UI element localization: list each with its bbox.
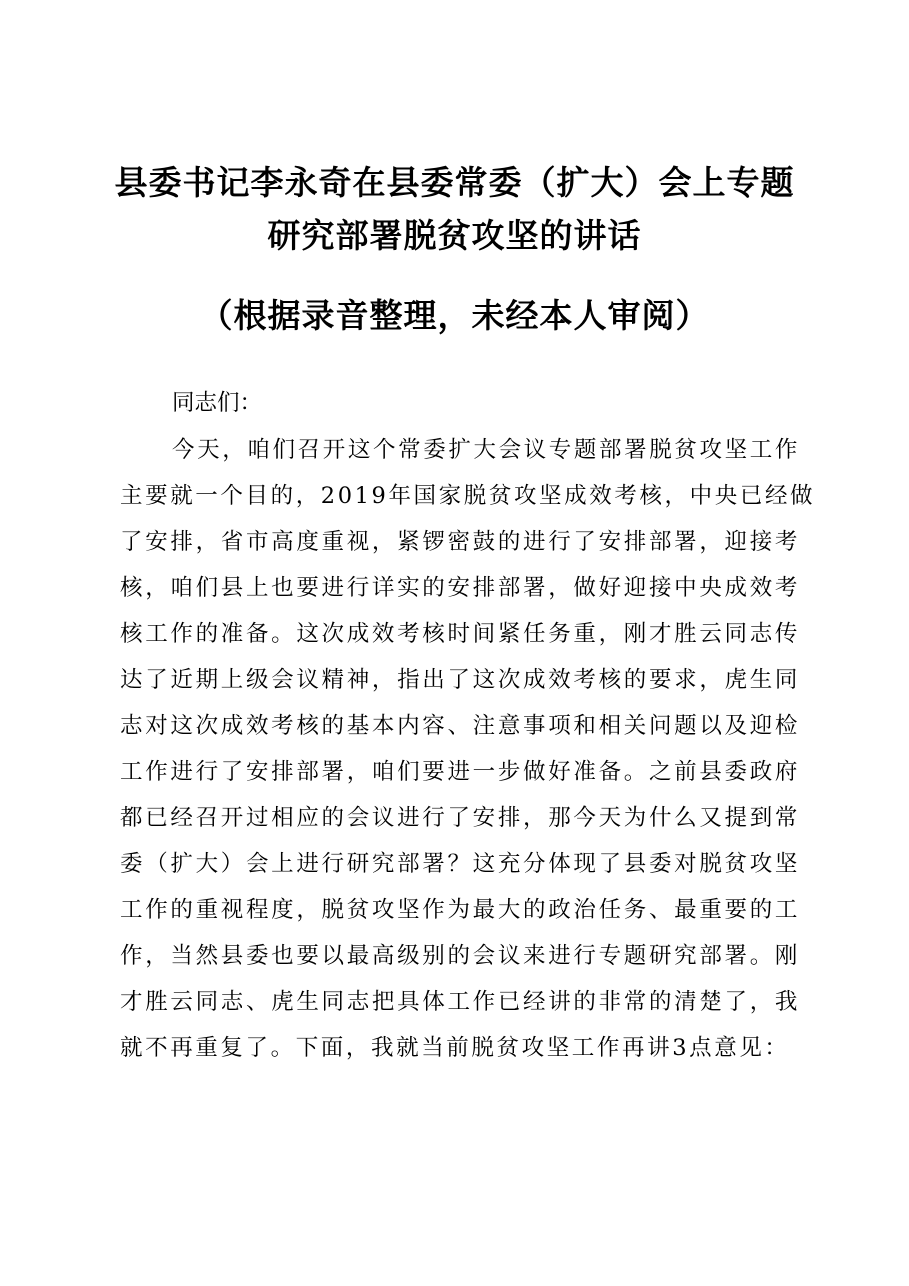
paragraph-line: 才胜云同志、虎生同志把具体工作已经讲的非常的清楚了，我 [120, 989, 800, 1015]
paragraph-line: 了安排，省市高度重视，紧锣密鼓的进行了安排部署，迎接考 [120, 529, 800, 555]
paragraph-line: 工作进行了安排部署，咱们要进一步做好准备。之前县委政府 [120, 759, 800, 785]
body-paragraph [120, 427, 816, 1071]
document-subtitle: （根据录音整理，未经本人审阅） [199, 296, 710, 335]
paragraph-line: 主要就一个目的，2019年国家脱贫攻坚成效考核，中央已经做 [120, 483, 816, 509]
document-title-line-2: 研究部署脱贫攻坚的讲话 [267, 216, 642, 255]
paragraph-line: 都已经召开过相应的会议进行了安排，那今天为什么又提到常 [120, 805, 800, 831]
paragraph-line: 志对这次成效考核的基本内容、注意事项和相关问题以及迎检 [120, 713, 800, 739]
paragraph-line: 作，当然县委也要以最高级别的会议来进行专题研究部署。刚 [120, 943, 800, 969]
paragraph-line: 委（扩大）会上进行研究部署？这充分体现了县委对脱贫攻坚 [120, 851, 800, 877]
greeting: 同志们： [172, 390, 263, 416]
paragraph-line: 今天，咱们召开这个常委扩大会议专题部署脱贫攻坚工作 [172, 437, 800, 463]
paragraph-line: 达了近期上级会议精神，指出了这次成效考核的要求，虎生同 [120, 667, 800, 693]
paragraph-line: 核工作的准备。这次成效考核时间紧任务重，刚才胜云同志传 [120, 621, 800, 647]
paragraph-line: 工作的重视程度，脱贫攻坚作为最大的政治任务、最重要的工 [120, 897, 800, 923]
document-title-line-1: 县委书记李永奇在县委常委（扩大）会上专题 [114, 163, 795, 202]
paragraph-line: 核，咱们县上也要进行详实的安排部署，做好迎接中央成效考 [120, 575, 800, 601]
paragraph-line: 就不再重复了。下面，我就当前脱贫攻坚工作再讲3点意见： [120, 1035, 790, 1061]
